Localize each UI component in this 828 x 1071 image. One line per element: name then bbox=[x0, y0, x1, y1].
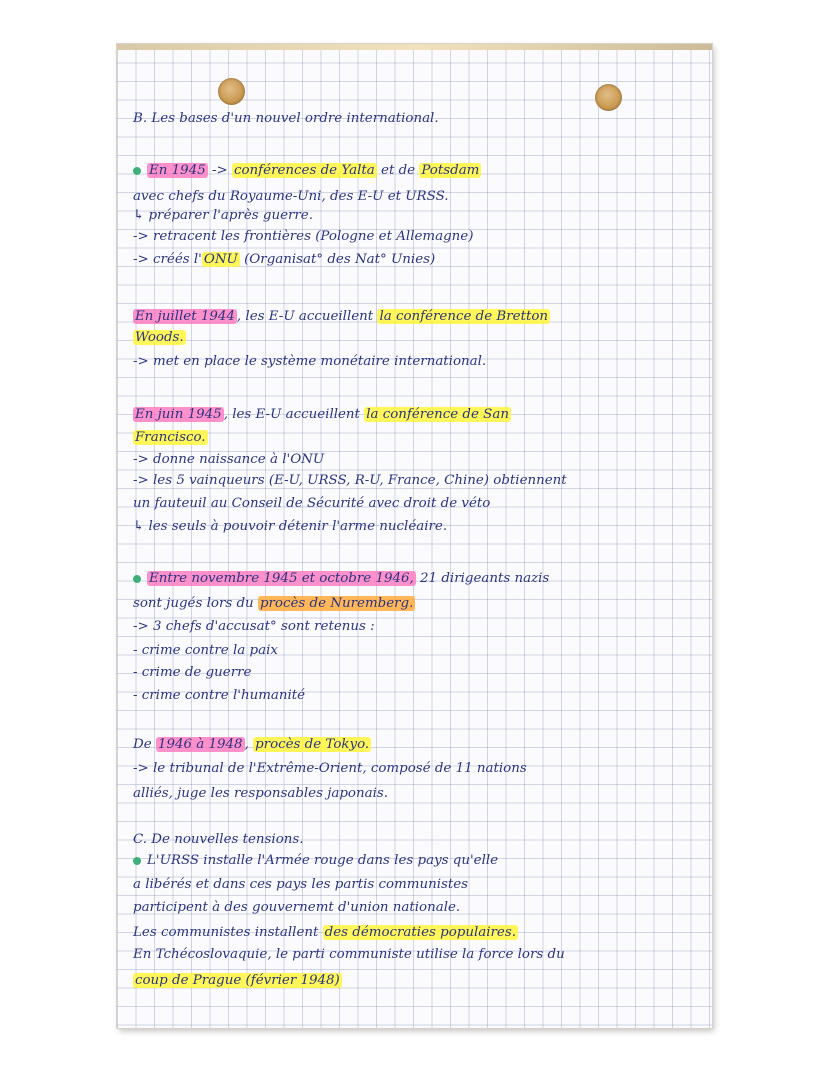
note-text: avec chefs du Royaume-Uni, des E-U et URSS. bbox=[133, 189, 449, 204]
note-line bbox=[133, 642, 278, 661]
note-text: -> bbox=[207, 163, 232, 178]
highlighted-text: conférences de Yalta bbox=[234, 163, 375, 178]
note-text: -> donne naissance à l'ONU bbox=[133, 452, 325, 467]
note-text: alliés, juge les responsables japonais. bbox=[133, 786, 389, 801]
note-line bbox=[133, 308, 550, 327]
note-text: C. De nouvelles tensions. bbox=[133, 832, 304, 847]
note-line bbox=[133, 972, 342, 991]
note-text: De bbox=[133, 737, 156, 752]
note-line bbox=[133, 785, 388, 804]
note-text: ↳ les seuls à pouvoir détenir l'arme nucléaire. bbox=[133, 519, 448, 534]
highlighted-text: la conférence de Bretton bbox=[379, 309, 549, 324]
bullet-dot bbox=[133, 575, 141, 583]
punch-hole-left bbox=[218, 78, 245, 105]
note-text: -> 3 chefs d'accusat° sont retenus : bbox=[133, 619, 375, 634]
note-line bbox=[133, 595, 415, 614]
bullet-dot bbox=[133, 857, 141, 865]
note-line bbox=[133, 760, 527, 779]
note-text: Les communistes installent bbox=[133, 925, 323, 940]
note-text: , bbox=[244, 737, 254, 752]
highlighted-text: Entre novembre 1945 et octobre 1946, bbox=[149, 571, 414, 586]
highlighted-text: des démocraties populaires. bbox=[324, 925, 516, 940]
note-line bbox=[133, 110, 439, 129]
note-text: a libérés et dans ces pays les partis communistes bbox=[133, 877, 469, 892]
note-line bbox=[133, 228, 473, 247]
note-line bbox=[133, 831, 304, 850]
bullet-dot bbox=[133, 167, 141, 175]
note-line bbox=[133, 618, 375, 637]
highlighted-text: 1946 à 1948 bbox=[157, 737, 243, 752]
note-text: et de bbox=[376, 163, 420, 178]
highlighted-text: la conférence de San bbox=[366, 407, 509, 422]
note-line bbox=[133, 353, 486, 372]
note-line bbox=[133, 251, 435, 270]
note-text: -> retracent les frontières (Pologne et Allemagne) bbox=[133, 229, 474, 244]
note-line bbox=[133, 472, 567, 491]
note-line bbox=[133, 406, 511, 425]
note-text: -> le tribunal de l'Extrême-Orient, composé de 11 nations bbox=[133, 761, 527, 776]
note-line bbox=[133, 570, 549, 589]
note-line bbox=[133, 687, 305, 706]
note-text: - crime contre l'humanité bbox=[133, 688, 306, 703]
note-text: un fauteuil au Conseil de Sécurité avec droit de véto bbox=[133, 496, 491, 511]
highlighted-text: Woods. bbox=[135, 330, 184, 345]
highlighted-text: procès de Tokyo. bbox=[255, 737, 370, 752]
note-text: En Tchécoslovaquie, le parti communiste utilise la force lors du bbox=[133, 947, 565, 962]
note-text: 21 dirigeants nazis bbox=[415, 571, 550, 586]
note-text: sont jugés lors du bbox=[133, 596, 258, 611]
highlighted-text: coup de Prague (février 1948) bbox=[135, 973, 340, 988]
highlighted-text: En 1945 bbox=[149, 163, 206, 178]
note-text: L'URSS installe l'Armée rouge dans les pays qu'elle bbox=[147, 853, 499, 868]
note-line bbox=[133, 188, 449, 207]
note-text: -> met en place le système monétaire international. bbox=[133, 354, 487, 369]
highlighted-text: ONU bbox=[203, 252, 238, 267]
note-line bbox=[133, 495, 490, 514]
note-text: (Organisat° des Nat° Unies) bbox=[239, 252, 436, 267]
note-line bbox=[133, 736, 371, 755]
highlighted-text: En juin 1945 bbox=[135, 407, 222, 422]
note-text: B. Les bases d'un nouvel ordre international. bbox=[133, 111, 439, 126]
note-line bbox=[133, 518, 447, 537]
note-line bbox=[133, 876, 468, 895]
note-line bbox=[133, 924, 518, 943]
punch-hole-right bbox=[595, 84, 622, 111]
note-line bbox=[133, 899, 460, 918]
highlighted-text: Potsdam bbox=[421, 163, 480, 178]
note-text: - crime contre la paix bbox=[133, 643, 278, 658]
note-text: -> créés l' bbox=[133, 252, 202, 267]
note-line bbox=[133, 162, 481, 181]
note-text: , les E-U accueillent bbox=[236, 309, 378, 324]
highlighted-text: procès de Nuremberg. bbox=[259, 596, 414, 611]
note-line bbox=[133, 429, 208, 448]
note-line bbox=[133, 664, 251, 683]
note-text: ↳ préparer l'après guerre. bbox=[133, 208, 313, 223]
note-line bbox=[133, 852, 498, 871]
note-text: -> les 5 vainqueurs (E-U, URSS, R-U, France, Chine) obtiennent bbox=[133, 473, 567, 488]
note-line bbox=[133, 207, 313, 226]
note-line bbox=[133, 329, 186, 348]
note-line bbox=[133, 451, 324, 470]
note-text: participent à des gouvernemt d'union nationale. bbox=[133, 900, 461, 915]
note-text: - crime de guerre bbox=[133, 665, 252, 680]
highlighted-text: Francisco. bbox=[135, 430, 206, 445]
note-text: , les E-U accueillent bbox=[223, 407, 365, 422]
highlighted-text: En juillet 1944 bbox=[135, 309, 235, 324]
notebook-page bbox=[117, 44, 712, 1028]
note-line bbox=[133, 946, 565, 965]
